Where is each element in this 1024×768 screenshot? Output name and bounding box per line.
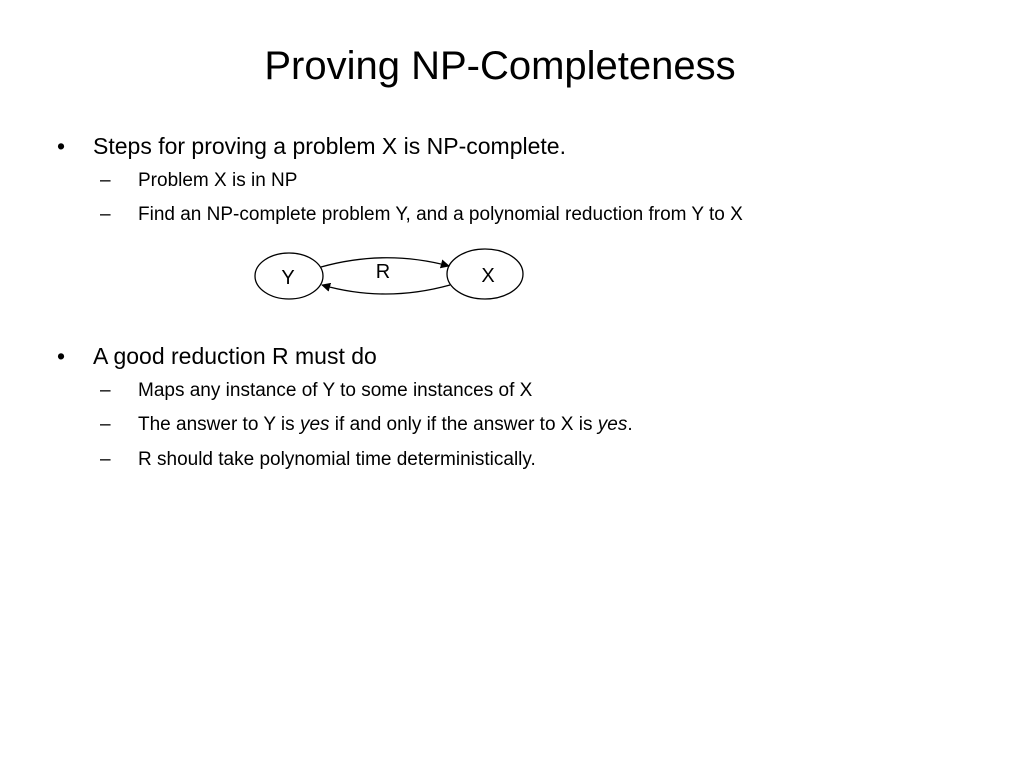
sub-item-text: Maps any instance of Y to some instances of X [138,380,533,401]
dash-marker: – [100,204,111,225]
yes-emphasis: yes [597,414,628,435]
dash-marker: – [100,380,111,401]
yes-emphasis: yes [299,414,330,435]
sub-item-text: R should take polynomial time deterministically. [138,449,536,470]
answer-part-3: . [627,414,633,435]
answer-part-1: The answer to Y is [138,414,300,435]
bullet-marker: • [57,133,66,159]
sub-item-text: Find an NP-complete problem Y, and a polynomial reduction from Y to X [138,204,743,225]
node-y-label: Y [281,267,295,289]
dash-marker: – [100,449,111,470]
slide-title: Proving NP-Completeness [264,44,736,88]
bullet-steps-text: Steps for proving a problem X is NP-complete. [93,133,566,159]
edge-x-to-y [322,285,450,294]
dash-marker: – [100,170,111,191]
dash-marker: – [100,414,111,435]
sub-item-text [138,412,633,438]
edge-label: R [375,261,391,283]
bullet-marker: • [57,343,66,369]
sub-item-text: Problem X is in NP [138,170,298,191]
answer-part-2: if and only if the answer to X is [329,414,598,435]
node-x-label: X [481,265,495,287]
bullet-good-reduction-text: A good reduction R must do [93,343,377,369]
